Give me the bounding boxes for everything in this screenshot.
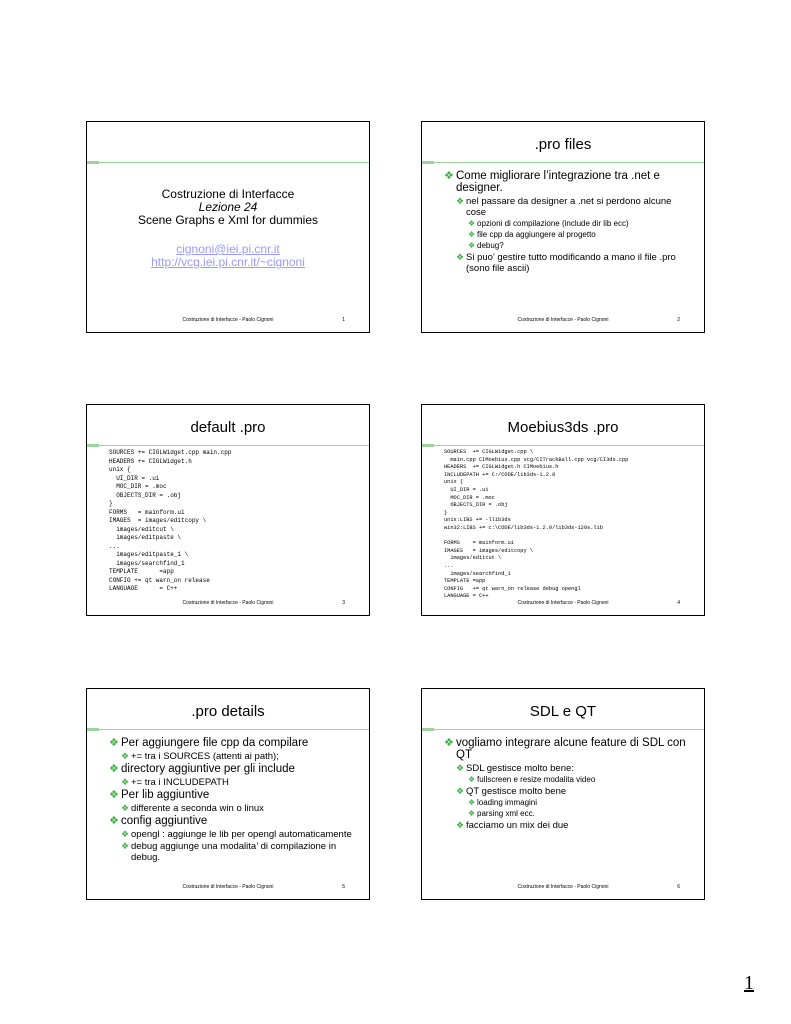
slide-title: SDL e QT [529,703,597,720]
slide-footer: Costruzione di Interfacce - Paolo Cignoni [182,884,274,890]
slide-footer: Costruzione di Interfacce - Paolo Cignoni [182,317,274,323]
sub-sub-bullet: ❖ opzioni di compilazione (include dir lib ecc) [468,219,629,228]
bullet-icon: ❖ [456,196,465,206]
bullet-icon: ❖ [109,815,119,827]
slide-footer: Costruzione di Interfacce - Paolo Cignoni [517,317,609,323]
bullet-icon: ❖ [444,737,454,749]
title-rule-accent [422,444,434,447]
sub-sub-bullet: ❖ parsing xml ecc. [468,809,535,818]
bullet-icon: ❖ [109,789,119,801]
sub-bullet: ❖ Si puo’ gestire tutto modificando a mano il file .pro (sono file ascii) [456,252,676,274]
slide-5 [86,688,370,900]
bullet-icon: ❖ [121,751,130,761]
sub-bullet: ❖ += tra i INCLUDEPATH [121,777,229,788]
slide-body [444,170,694,275]
slide-title: Moebius3ds .pro [507,419,619,436]
bullet: ❖ config aggiuntive [109,815,208,827]
bullet-icon: ❖ [468,798,476,807]
slide-1 [86,121,370,333]
title-rule [434,445,704,446]
bullet: ❖ Per lib aggiuntive [109,789,210,801]
bullet-icon: ❖ [121,777,130,787]
title-rule [434,162,704,163]
title-rule [99,162,369,163]
bullet-icon: ❖ [456,763,465,773]
title-rule [99,445,369,446]
slide-title: default .pro [190,419,266,436]
title-rule-accent [422,161,434,164]
sub-sub-bullet: ❖ file cpp da aggiungere al progetto [468,230,596,239]
sub-sub-bullet: ❖ debug? [468,241,504,250]
bullet-icon: ❖ [468,775,476,784]
lecture-title: Scene Graphs e Xml for dummies [137,213,319,227]
bullet-icon: ❖ [456,252,465,262]
sub-bullet: ❖ SDL gestisce molto bene: [456,763,574,774]
page-number: 1 [744,972,754,994]
sub-bullet: ❖ opengl : aggiunge le lib per opengl automaticamente [121,829,352,840]
title-rule-accent [87,161,99,164]
bullet-icon: ❖ [456,786,465,796]
slide-footer: Costruzione di Interfacce - Paolo Cignoni [182,600,274,606]
course-title: Costruzione di Interfacce [161,187,295,201]
slide-2 [421,121,705,333]
sub-bullet: ❖ QT gestisce molto bene [456,786,567,797]
title-rule-accent [87,728,99,731]
title-block [87,188,369,269]
bullet-icon: ❖ [468,809,476,818]
code-listing: SOURCES += CIGLWidget.cpp main.cpp HEADERS += CIGLWidget.h unix { UI_DIR = .ui MOC_DIR = .moc OBJECTS_DIR = .obj } FORMS = mainform.ui IMAGES = images/editcopy \ images/editcut \ images/editpaste \ ... images/editpaste_1 \ images/searchfind_1 TEMPLATE =app CONFIG += qt warn_on release LANGUAGE = C++ [109,449,232,592]
slide-number: 1 [342,317,345,323]
slide-6 [421,688,705,900]
slide-4 [421,404,705,616]
bullet-icon: ❖ [121,841,130,851]
slide-title: .pro files [534,136,592,153]
title-rule-accent [422,728,434,731]
slide-body [444,737,694,832]
slide-number: 2 [677,317,680,323]
sub-bullet: ❖ nel passare da designer a .net si perdono alcune cose [456,196,672,218]
slide-number: 5 [342,884,345,890]
bullet: ❖ directory aggiuntive per gli include [109,763,295,775]
bullet-icon: ❖ [121,829,130,839]
bullet-icon: ❖ [456,820,465,830]
sub-sub-bullet: ❖ fullscreen e resize modalita video [468,775,596,784]
slide-3 [86,404,370,616]
bullet-icon: ❖ [468,219,476,228]
lecture-number: Lezione 24 [198,200,258,214]
sub-bullet: ❖ differente a seconda win o linux [121,803,264,814]
slide-title: .pro details [191,703,265,720]
bullet-icon: ❖ [109,737,119,749]
slide-number: 6 [677,884,680,890]
bullet: ❖ Per aggiungere file cpp da compilare [109,737,309,749]
title-rule [99,729,369,730]
title-rule [434,729,704,730]
title-rule-accent [87,444,99,447]
bullet-icon: ❖ [444,170,454,182]
bullet: ❖ vogliamo integrare alcune feature di SDL con QT [444,737,686,761]
bullet: ❖ Come migliorare l’integrazione tra .net e designer. [444,170,660,194]
homepage-link[interactable]: http://vcg.iei.pi.cnr.it/~cignoni [151,255,305,269]
sub-bullet: ❖ facciamo un mix dei due [456,820,569,831]
sub-sub-bullet: ❖ loading immagini [468,798,538,807]
email-link[interactable]: cignoni@iei.pi.cnr.it [176,242,280,256]
slide-footer: Costruzione di Interfacce - Paolo Cignoni [517,884,609,890]
sub-bullet: ❖ debug aggiunge una modalita’ di compilazione in debug. [121,841,337,863]
sub-bullet: ❖ += tra i SOURCES (attenti ai path); [121,751,279,762]
slide-number: 3 [342,600,345,606]
bullet-icon: ❖ [468,230,476,239]
bullet-icon: ❖ [109,763,119,775]
bullet-icon: ❖ [468,241,476,250]
slide-body [109,737,359,864]
slide-number: 4 [677,600,680,606]
code-listing: SOURCES += CIGLWidget.cpp \ main.cpp CIMoebius.cpp vcg/CITrackBall.cpp vcg/CI3ds.cpp HEADERS += CIGLWidget.h CIMoebius.h INCLUDEPATH += C:/CODE/lib3ds-1.2.0 unix { UI_DIR = .ui MOC_DIR = .moc OBJECTS_DIR = .obj } unix:LIBS += -llib3ds win32:LIBS += c:\CODE/lib3ds-1.2.0/lib3ds-120s.lib FORMS = mainform.ui IMAGES = images/editcopy \ images/editcut \ ... images/searchfind_1 TEMPLATE =app CONFIG += qt warn_on release debug opengl LANGUAGE = C++ [444,449,629,600]
slide-footer: Costruzione di Interfacce - Paolo Cignoni [517,600,609,606]
bullet-icon: ❖ [121,803,130,813]
